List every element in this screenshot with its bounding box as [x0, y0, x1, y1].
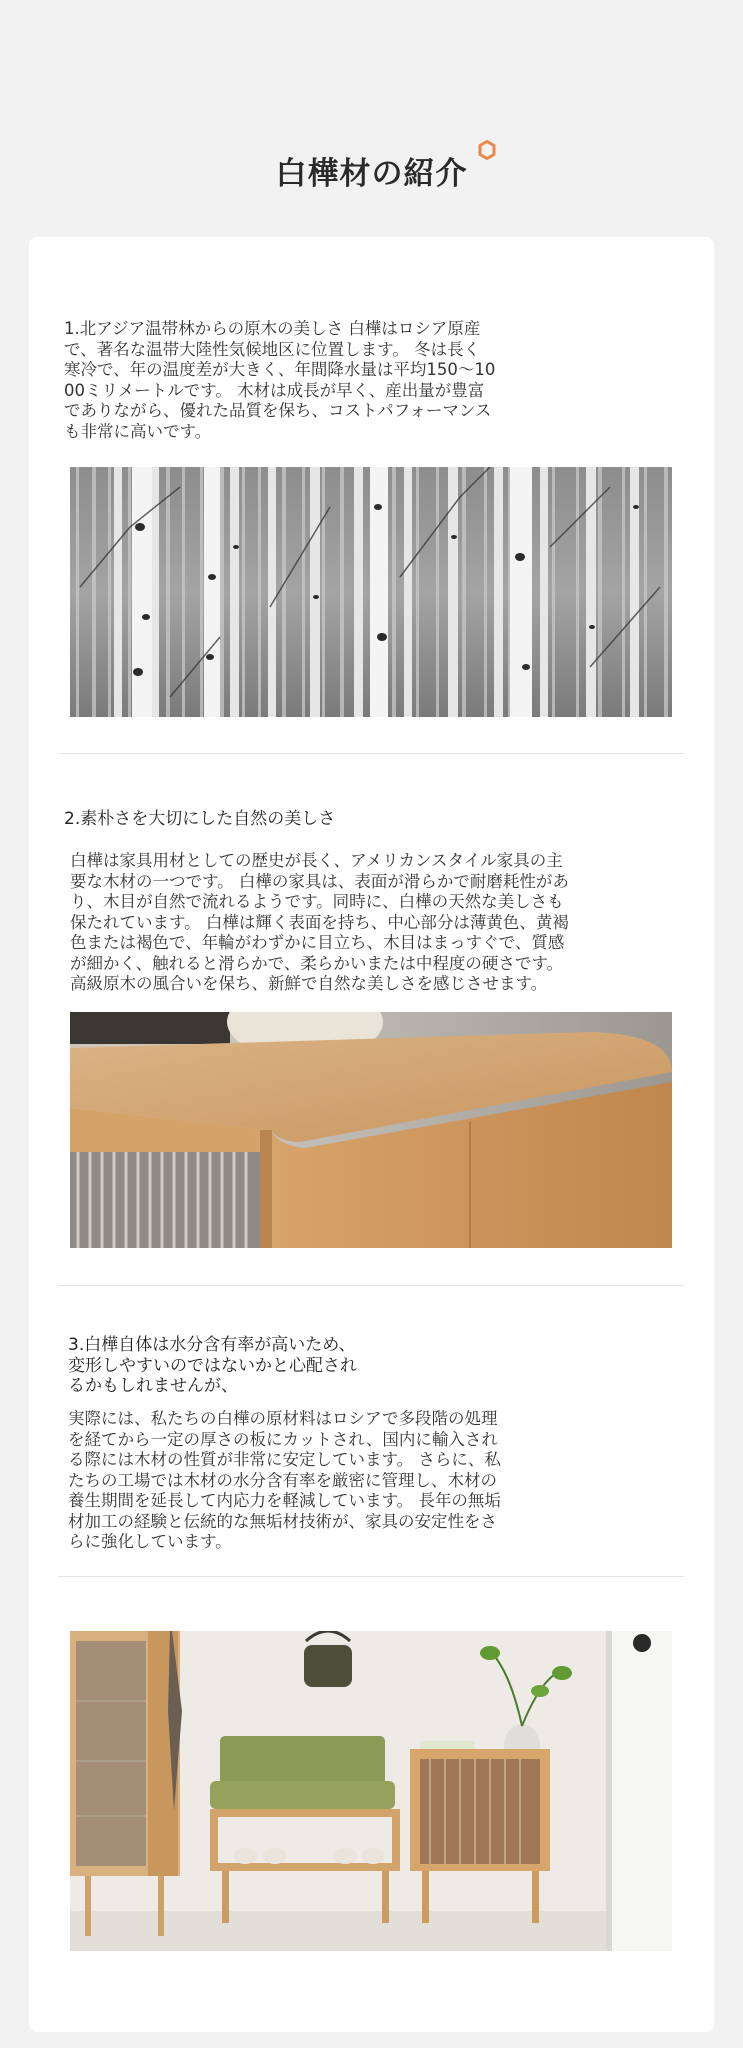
section-divider-3 [58, 1576, 684, 1577]
section-2-body: 白樺は家具用材としての歴史が長く、アメリカンスタイル家具の主 要な木材の一つです。 白樺の家具は、表面が滑らかで耐磨耗性があ り、木目が自然で流れるようです。同時に、白樺の天然な美しさも 保たれています。 白樺は輝く表面を持ち、中心部分は薄黄色、黄褐 色または褐色で、年輪がわずかに目立ち、木目はまっすぐで、質感 が細かく、触れると滑らかで、柔らかいまたは中程度の硬さです。 高級原木の風合いを保ち、新鮮で自然な美しさを感じさせます。 [70, 851, 569, 993]
content-card [29, 237, 714, 2032]
section-2-heading: 2.素朴さを大切にした自然の美しさ [64, 809, 336, 829]
hexagon-icon [478, 140, 496, 160]
section-divider-2 [58, 1285, 684, 1286]
section-1-body: 1.北アジア温帯林からの原木の美しさ 白樺はロシア原産 で、著名な温帯大陸性気候地区に位置します。 冬は長く 寒冷で、年の温度差が大きく、年間降水量は平均150～10 00ミリメートルです。 木材は成長が早く、産出量が豊富 でありながら、優れた品質を保ち、コストパフォーマンス も非常に高いです。 [64, 319, 496, 441]
page-title: 白樺材の紹介 [275, 156, 468, 192]
title-block [0, 140, 743, 200]
section-3-heading: 3.白樺自体は水分含有率が高いため、 変形しやすいのではないかと心配され るかもしれませんが、 [68, 1335, 357, 1396]
section-divider-1 [58, 753, 684, 754]
section-3-body: 実際には、私たちの白樺の原材料はロシアで多段階の処理 を経てから一定の厚さの板にカットされ、国内に輸入され る際には木材の性質が非常に安定しています。 さらに、私 たちの工場では木材の水分含有率を厳密に管理し、木材の 養生期間を延長して内応力を軽減しています。 長年の無垢 材加工の経験と伝統的な無垢材技術が、家具の安定性をさ らに強化しています。 [68, 1409, 501, 1551]
birch-forest-photo [70, 467, 672, 717]
wooden-bench-closeup-photo [70, 1012, 672, 1248]
shoe-bench-room-photo [70, 1631, 672, 1951]
